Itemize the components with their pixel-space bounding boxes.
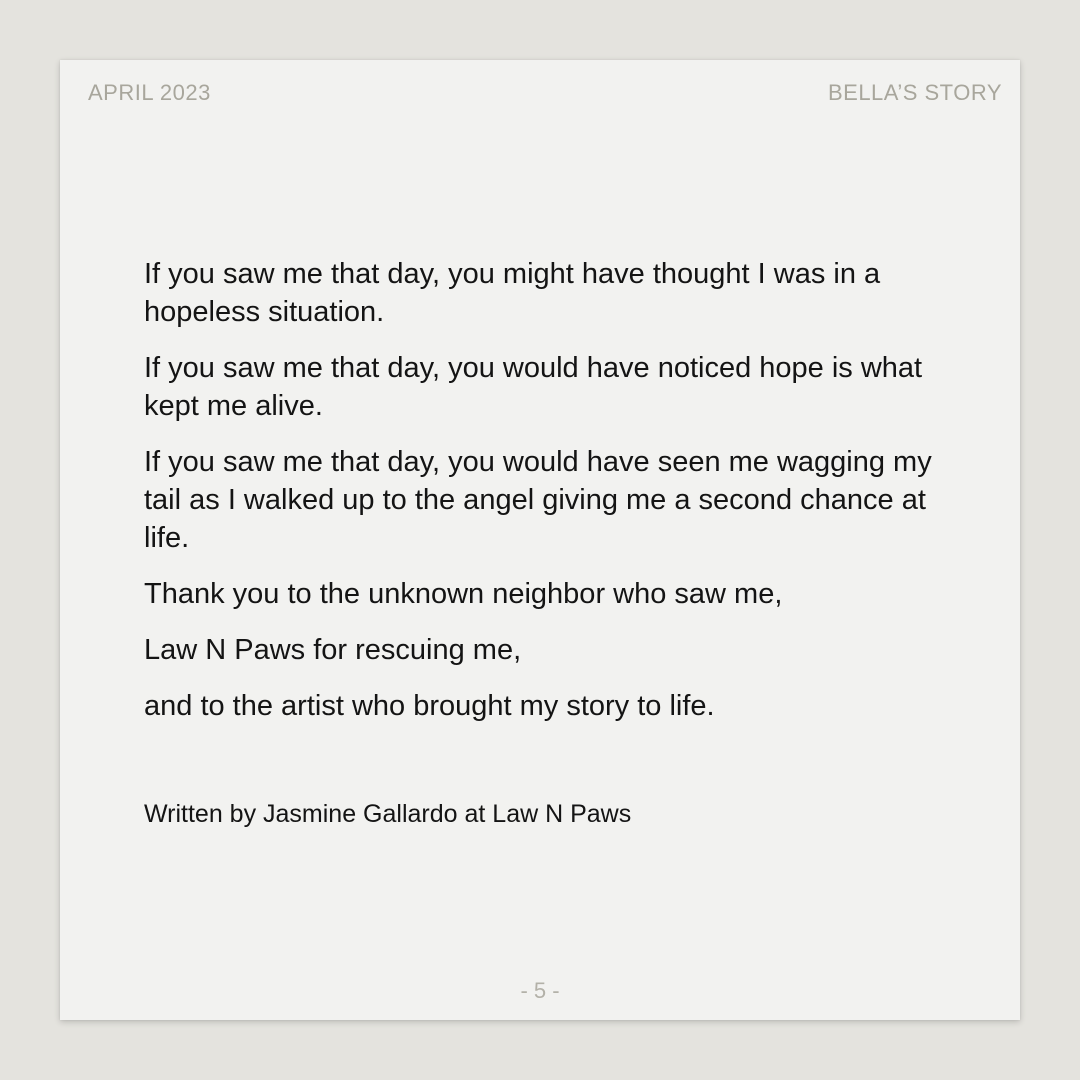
story-paragraph: If you saw me that day, you would have seen me wagging my tail as I walked up to the angel giving me a second chance at life. [144, 446, 932, 554]
story-paragraph: If you saw me that day, you might have thought I was in a hopeless situation. [144, 258, 881, 328]
story-paragraph: Law N Paws for rescuing me, [144, 634, 522, 666]
page-number: - 5 - [520, 978, 560, 1003]
header-date: APRIL 2023 [88, 80, 211, 105]
story-paragraph: Thank you to the unknown neighbor who saw me, [144, 578, 783, 610]
story-body [144, 255, 964, 743]
author-credit: Written by Jasmine Gallardo at Law N Paws [144, 800, 632, 828]
story-paragraph: and to the artist who brought my story to life. [144, 690, 715, 722]
story-paragraph: If you saw me that day, you would have noticed hope is what kept me alive. [144, 352, 923, 422]
header-title: BELLA’S STORY [827, 80, 1002, 105]
story-page [60, 60, 1020, 1020]
